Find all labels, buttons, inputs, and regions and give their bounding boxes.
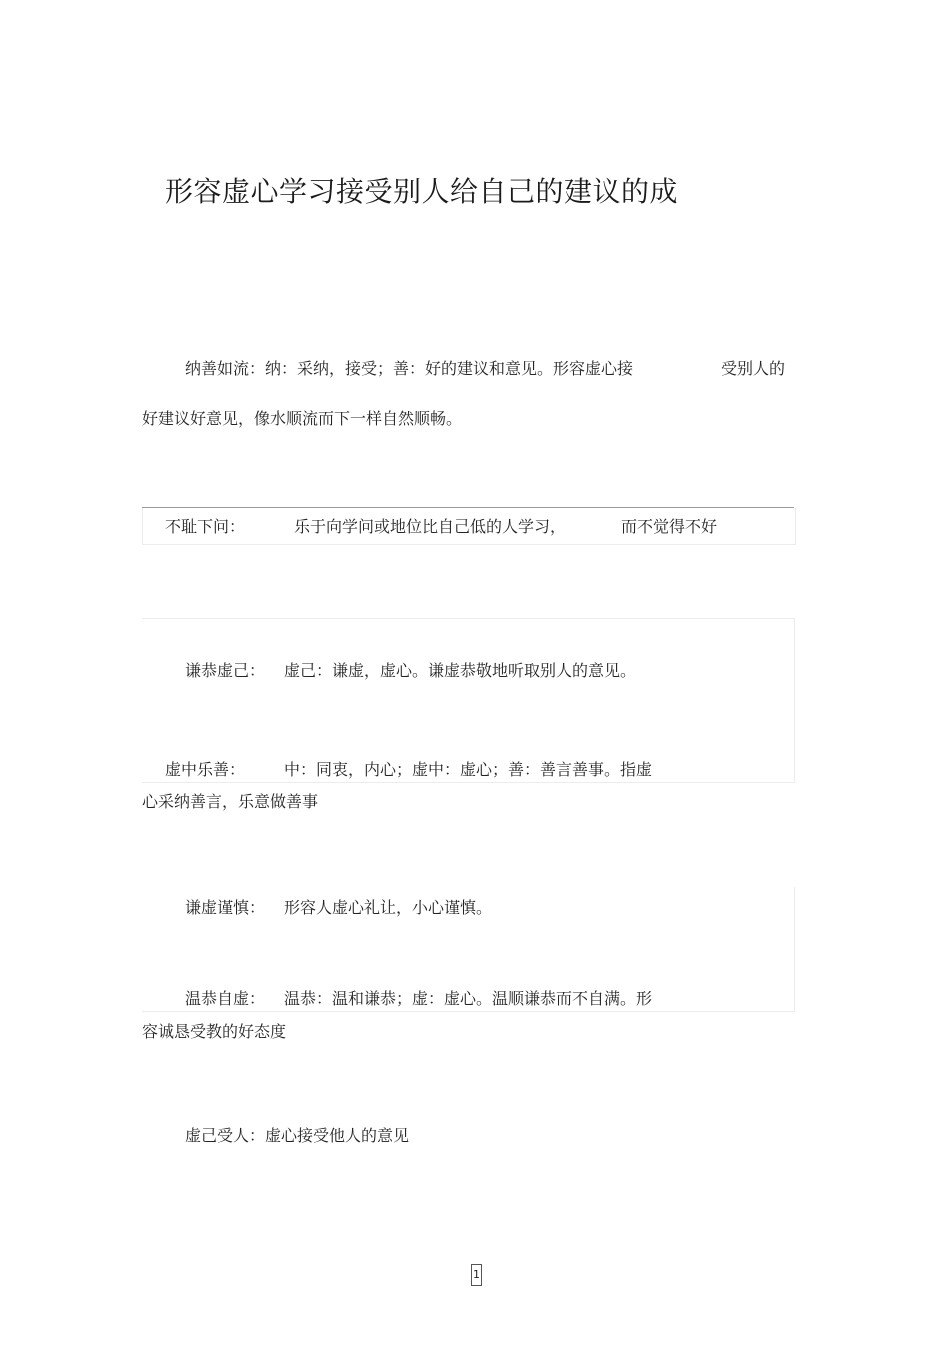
entry-wen-gong-zi-xu-def: 温恭：温和谦恭；虚：虚心。温顺谦恭而不自满。形 (284, 989, 653, 1008)
page-title: 形容虚心学习接受别人给自己的建议的成 (165, 175, 679, 208)
faint-box-1 (142, 618, 795, 783)
entry-wen-gong-zi-xu-term: 温恭自虚： (185, 989, 266, 1008)
entry-qian-gong-xu-ji-def: 虚己：谦虚，虚心。谦虚恭敬地听取别人的意见。 (284, 661, 637, 680)
entry-qian-xu-jin-shen-term: 谦虚谨慎： (185, 898, 266, 917)
entry-xu-zhong-le-shan-def: 中：同衷，内心；虚中：虚心；善：善言善事。指虚 (284, 760, 653, 779)
entry-bu-chi-xia-wen-def-b: 而不觉得不好 (621, 517, 718, 536)
entry-wen-gong-zi-xu-cont: 容诚恳受教的好态度 (142, 1022, 287, 1041)
entry-qian-gong-xu-ji-term: 谦恭虚己： (185, 661, 266, 680)
entry-xu-ji-shou-ren: 虚己受人：虚心接受他人的意见 (185, 1126, 410, 1145)
entry-xu-zhong-le-shan-cont: 心采纳善言，乐意做善事 (142, 792, 319, 811)
entry-bu-chi-xia-wen-def-a: 乐于向学问或地位比自己低的人学习， (294, 517, 567, 536)
entry-bu-chi-xia-wen-term: 不耻下问： (165, 517, 246, 536)
entry-qian-xu-jin-shen-def: 形容人虚心礼让，小心谨慎。 (284, 898, 493, 917)
entry-xu-zhong-le-shan-term: 虚中乐善： (165, 760, 246, 779)
page-number: 1 (471, 1264, 482, 1286)
entry-na-shan-ru-liu-line1b: 受别人的 (721, 359, 786, 378)
entry-na-shan-ru-liu-line2: 好建议好意见，像水顺流而下一样自然顺畅。 (142, 409, 463, 428)
entry-na-shan-ru-liu-line1a: 纳善如流：纳：采纳，接受；善：好的建议和意见。形容虚心接 (185, 359, 634, 378)
